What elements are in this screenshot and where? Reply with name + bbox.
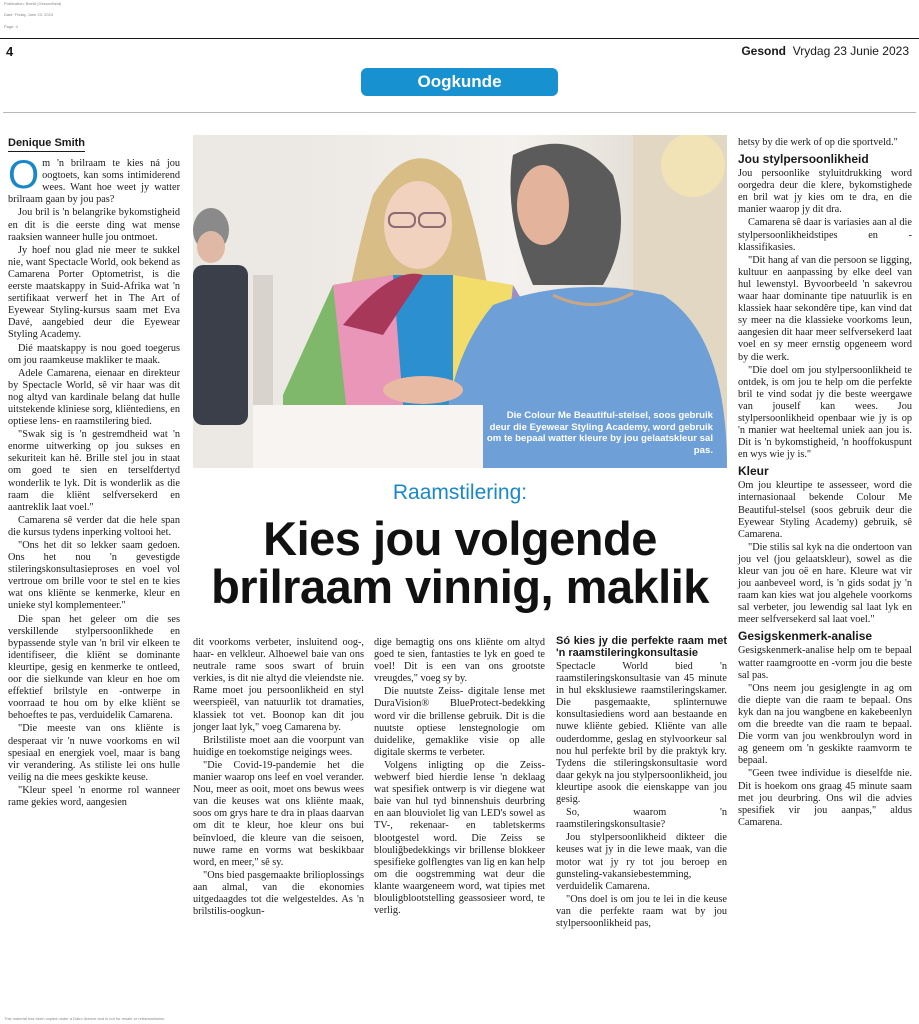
body-paragraph: "Die stilis sal kyk na die ondertoon van jou vel (jou gelaatskleur), sowel as die kleur van jou oë en hare. Kleure wat vir jou aanbeveel word, is 'n gids sodat jy 'n raam kan kies wat jou algehele voorkoms sal verbeter, jou lewendig sal laat lyk en meer selfversekerd sal laat voel."	[738, 541, 912, 626]
article-headline: Kies jou volgende brilraam vinnig, maklik	[211, 512, 709, 613]
page-meta: Page: 4	[4, 24, 18, 29]
body-paragraph: Camarena sê verder dat die hele span die kursus tydens inperking voltooi het.	[8, 514, 180, 538]
headline-kicker: Raamstilering:	[392, 481, 528, 504]
article-column-5	[738, 137, 912, 830]
body-paragraph: "Die Covid-19-pandemie het die manier waarop ons leef en voel verander. Nou, meer as ooit, moet ons bewus wees van die keuses wat ons kliënte maak, soos om grys hare te dra in plaas daarvan om dit te kleur, hoe kleur ons bui beïnvloed, die kleure van die seisoen, nuwe rame en vorms wat beskikbaar word, en meer," sê sy.	[193, 759, 364, 868]
licence-notice: This material has been copied under a Dalro licence and is not for resale or retransmission.	[4, 1016, 166, 1021]
subhead-consultation: Só kies jy die perfekte raam met 'n raamstileringkonsultasie	[556, 635, 727, 659]
body-paragraph: "Ons het dit so lekker saam gedoen. Ons het nou 'n gevestigde stileringskonsultasieproses en voel vol vertroue om brille voor te stel en te kies wat ons kliënte se kenmerke, kleur en unieke styl komplementeer."	[8, 540, 180, 612]
body-paragraph: Camarena sê daar is variasies aan al die stylpersoonlikheidstipes en -klassifikasies.	[738, 217, 912, 253]
body-paragraph: "Geen twee individue is dieselfde nie. Dit is hoekom ons graag 45 minute saam met jou deurbring. Ons wil die advies spesifiek vir jou aanpas," aldus Camarena.	[738, 768, 912, 828]
article-byline: Denique Smith	[8, 137, 85, 152]
running-header	[741, 44, 909, 58]
section-rule	[3, 112, 916, 113]
body-paragraph: Jou persoonlike styluitdrukking word oorgedra deur die klere, bykomstighede en bril wat jy kies om te dra, en die manier waarop jy dit dra.	[738, 168, 912, 216]
body-paragraph: Jy hoef nou glad nie meer te sukkel nie, want Spectacle World, ook bekend as Camarena Porter Optometrist, is die eerste maatskappy in Suid-Afrika wat 'n sertifikaat verwerf het in The Art of Eyewear Styling-kursus saam met Eva Davé, aangebied deur die Eyewear Styling Academy.	[8, 244, 180, 341]
article-photo	[193, 135, 727, 468]
body-paragraph: So, waarom 'n raamstileringskonsultasie?	[556, 807, 727, 831]
body-paragraph: Die nuutste Zeiss- digitale lense met DuraVision® BlueProtect-bedekking word vir die brillense gebruik. Dit is die nuutste optiese lenstegnologie om duidelike, gemaklike visie op alle digitale skerms te verbeter.	[374, 686, 545, 758]
issue-date: Vrydag 23 Junie 2023	[792, 44, 909, 58]
drop-cap: O	[8, 153, 40, 198]
body-paragraph: Jou bril is 'n belangrike bykomstigheid en dit is die eerste ding wat mense raaksien wanneer hulle jou ontmoet.	[8, 207, 180, 243]
subhead-colour: Kleur	[738, 464, 769, 479]
body-paragraph: Adele Camarena, eienaar en direkteur by Spectacle World, sê vir haar was dit nog altyd van kardinale belang dat hulle uitstekende kliniese sorg, kliëntediens, en optiese lens- en raamstilering bied.	[8, 367, 180, 428]
body-paragraph: "Ons neem jou gesiglengte in ag om die diepte van die raam te bepaal. Ons kyk dan na jou wangbene en kakebeenlyn om die breedte van die raam te bepaal. Die vorm van jou wenkbroulyn word in ag geneem om 'n geskikte raamvorm te bepaal.	[738, 682, 912, 767]
photo-caption: Die Colour Me Beautiful-stelsel, soos gebruik deur die Eyewear Styling Academy, word gebruik om te bepaal watter kleure by jou gelaatskleur sal pas.	[486, 410, 713, 456]
body-paragraph: Gesigskenmerk-analise help om te bepaal watter raamgrootte en -vorm jou die beste sal pas.	[738, 645, 912, 681]
page-number: 4	[6, 44, 14, 59]
body-paragraph: Volgens inligting op die Zeiss-webwerf bied hierdie lense 'n deklaag wat spesifiek ontwerp is vir diegene wat baie van hul tyd binnenshuis deurbring en aan blouviolet lig van LED's sowel as TV-, rekenaar- en tabletskerms blootgestel word. Die Zeiss se blouliğbedekkings vir brillense blokkeer spesifieke golflengtes van lig en kan help om die oogstremming wat deur die klante waargeneem word, wat tipies met blouligblootstelling geassosieer word, te verlig.	[374, 759, 545, 917]
body-paragraph: hetsy by die werk of op die sportveld."	[738, 137, 898, 148]
section-name: Gesond	[741, 44, 787, 58]
article-column-3	[374, 637, 545, 918]
body-paragraph: Om jou kleurtipe te assesseer, word die internasionaal bekende Colour Me Beautiful-stelsel (soos gebruik deur die Eyewear Styling Academy) gebruik, sê Camarena.	[738, 480, 912, 540]
body-paragraph: Spectacle World bied 'n raamstileringskonsultasie van 45 minute in hul eksklusiewe raamstileringskamer. Die pasgemaakte, splinternuwe konsultasiediens word aan bestaande en nuwe kliënte gebied. Kliënte van alle ouderdomme, geslag en stylvoorkeur sal nou hul perfekte bril by die praktyk kry. Tydens die stileringskonsultasie word daar gekyk na jou stylpersoonlikheid, jou kleurtipe asook die eienskappe van jou gesig.	[556, 661, 727, 806]
body-paragraph: Die span het geleer om die ses verskillende stylpersoonlikhede en bypassende style van 'n bril vir elkeen te identifiseer, die kliënt se dominante kleurtipe, gesig en kenmerke te ontleed, oor die sielkunde van kleur en hoe om effektief brilstyle en -ontwerpe in voorraad te hou om by elke kliënt se behoeftes te pas, verduidelik Camarena.	[8, 613, 180, 722]
date-meta: Date: Friday, June 23, 2023	[4, 12, 54, 17]
body-paragraph: "Dit hang af van die persoon se ligging, kultuur en aanpassing by elke deel van hul lewenstyl. Byvoorbeeld 'n sakevrou waar haar dominante tipe natuurlik is en klassiek haar sekondêre tipe, kan vind dat sy meer na die klassieke voorkoms leun, aangesien dit haar meer selfversekerd laat voel en sy meer ernstig opgeneem word by die werk.	[738, 254, 912, 363]
article-column-2	[193, 637, 364, 919]
body-paragraph: "Ons doel is om jou te lei in die keuse van die perfekte raam wat by jou stylpersoonlikheid pas,	[556, 893, 727, 929]
body-paragraph: "Ons bied pasgemaakte brilioplossings aan almal, van die ekonomies uitgedaagdes tot die welgesteldes. As 'n brilstilis-oogkun-	[193, 869, 364, 918]
lead-paragraph: Om 'n brilraam te kies ná jou oogtoets, kan soms intimiderend wees. Want hoe weet jy watter brilraam gaan by jou pas?	[8, 153, 180, 206]
body-paragraph: "Kleur speel 'n enorme rol wanneer rame gekies word, aangesien	[8, 784, 180, 808]
body-paragraph: "Die doel om jou stylpersoonlikheid te ontdek, is om jou te help om die perfekte bril te vind sodat jy die beste weergawe van jouself kan wees. Jou stylpersoonlikheid openbaar wie jy is op 'n manier wat heeltemal uniek aan jou is. Dit is 'n bykomstigheid, 'n hooffokuspunt en wys wie jy is."	[738, 364, 912, 461]
body-paragraph: Jou stylpersoonlikheid dikteer die keuses wat jy in die lewe maak, van die motor wat jy ry tot jou beroep en gunsteling-vakansiebestemming, verduidelik Camarena.	[556, 832, 727, 892]
subhead-style-personality: Jou stylpersoonlikheid	[738, 152, 869, 167]
article-column-4	[556, 632, 727, 931]
body-paragraph: Dié maatskappy is nou goed toegerus om jou raamkeuse makliker te maak.	[8, 342, 180, 366]
section-label: Oogkunde	[361, 68, 558, 96]
subhead-face-analysis: Gesigskenmerk-analise	[738, 629, 873, 644]
body-paragraph: dit voorkoms verbeter, insluitend oog-, haar- en velkleur. Alhoewel baie van ons neutrale rame soos swart of bruin verkies, is dit nie altyd die vleiendste nie. Rame moet jou persoonlikheid en styl weerspieël, van natuurlik tot dramaties, klassiek tot vet. Boonop kan dit jou jonger laat lyk," voeg Camarena by.	[193, 637, 364, 733]
body-paragraph: "Swak sig is 'n gestremdheid wat 'n enorme uitwerking op jou sukses en sekuriteit kan hê. Brille stel jou in staat om goed te sien en terselfdertyd wonderlik te lyk. Dit is wonderlik as die raam die kliënt selfversekerd en aantreklik laat voel."	[8, 429, 180, 513]
publication-meta: Publication: Beeld (Gesondheid)	[4, 1, 62, 6]
article-column-1	[8, 137, 180, 810]
body-paragraph: Brilstiliste moet aan die voorpunt van huidige en toekomstige neigings wees.	[193, 734, 364, 758]
header-rule	[0, 38, 919, 39]
body-paragraph: dige bemagtig ons ons kliënte om altyd goed te sien, fantasties te lyk en goed te voel! Dit is een van ons grootste vreugdes," voeg sy by.	[374, 637, 545, 685]
body-paragraph: "Die meeste van ons kliënte is desperaat vir 'n nuwe voorkoms en wil spesiaal en energiek voel, maar is bang vir verandering. As stiliste lei ons hulle veilig na die mees geskikte keuse.	[8, 723, 180, 783]
